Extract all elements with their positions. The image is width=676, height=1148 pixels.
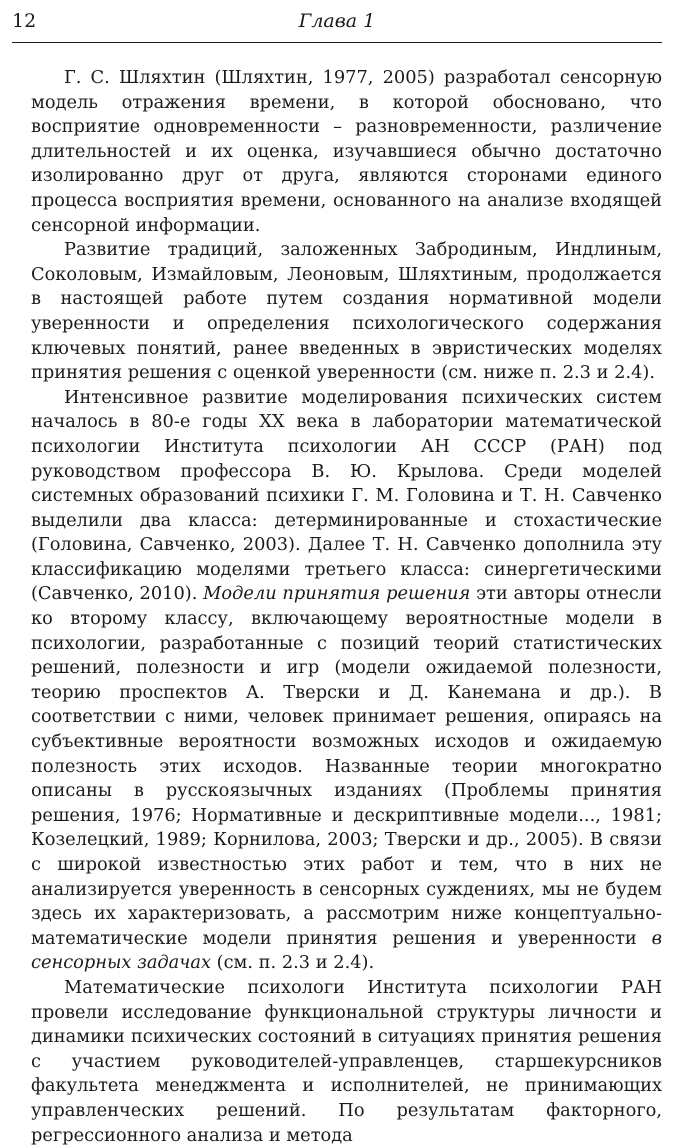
paragraph-3-part1: Интенсивное развитие моделирования психических систем началось в 80-е годы XX века в лаборатории математической психологии Института психологии АН СССР (РАН) под руководством профессора В. Ю. Крылова. Среди моделей системных образований психики Г. М. Головина и Т. Н. Савченко выделили два класса: детерминированные и стохастические (Головина, Савченко, 2003). Далее Т. Н. Савченко дополнила эту классификацию моделями третьего класса: синергетическими (Савченко, 2010). [31, 386, 662, 605]
chapter-title: Глава 1 [298, 10, 376, 32]
body-text [31, 66, 662, 1148]
page-header [12, 8, 662, 43]
paragraph-4: Математические психологи Института психологии РАН провели исследование функциональной структуры личности и динамики психических состояний в ситуациях принятия решения с участием руководителей-управленцев, старшекурсников факультета менеджмента и исполнителей, не принимающих управленческих решений. По результатам факторного, регрессионного анализа и метода [31, 976, 662, 1146]
paragraph-2: Развитие традиций, заложенных Забродиным, Индлиным, Соколовым, Измайловым, Леоновым, Шляхтиным, продолжается в настоящей работе путем создания нормативной модели уверенности и определения психологического содержания ключевых понятий, ранее введенных в эвристических моделях принятия решения с оценкой уверенности (см. ниже п. 2.3 и 2.4). [31, 239, 662, 384]
paragraph-1: Г. С. Шляхтин (Шляхтин, 1977, 2005) разработал сенсорную модель отражения времени, в которой обосновано, что восприятие одновременности – разновременности, различение длительностей и их оценка, изучавшиеся обычно достаточно изолированно друг от друга, являются сторонами единого процесса восприятия времени, основанного на анализе входящей сенсорной информации. [31, 67, 662, 236]
paragraph-3-emphasis-1: Модели принятия решения [203, 583, 471, 605]
page-number: 12 [12, 10, 37, 32]
paragraph-3-part2: эти авторы отнесли ко второму классу, включающему вероятностные модели в психологии, разработанные с позиций теорий статистических решений, полезности и игр (модели ожидаемой полезности, теорию проспектов А. Тверски и Д. Канемана и др.). В соответствии с ними, человек принимает решения, опираясь на субъективные вероятности возможных исходов и ожидаемую полезность этих исходов. Названные теории многократно описаны в русскоязычных изданиях (Проблемы принятия решения, 1976; Нормативные и дескриптивные модели..., 1981; Козелецкий, 1989; Корнилова, 2003; Тверски и др., 2005). В связи с широкой известностью этих работ и тем, что в них не анализируется уверенность в сенсорных суждениях, мы не будем здесь их характеризовать, а рассмотрим ниже концептуально-математические модели принятия решения и уверенности [31, 583, 662, 949]
paragraph-3-part3: (см. п. 2.3 и 2.4). [210, 952, 375, 974]
paragraph-3-emphasis-2: в сенсорных задачах [31, 927, 662, 974]
paragraph-3 [31, 386, 662, 976]
